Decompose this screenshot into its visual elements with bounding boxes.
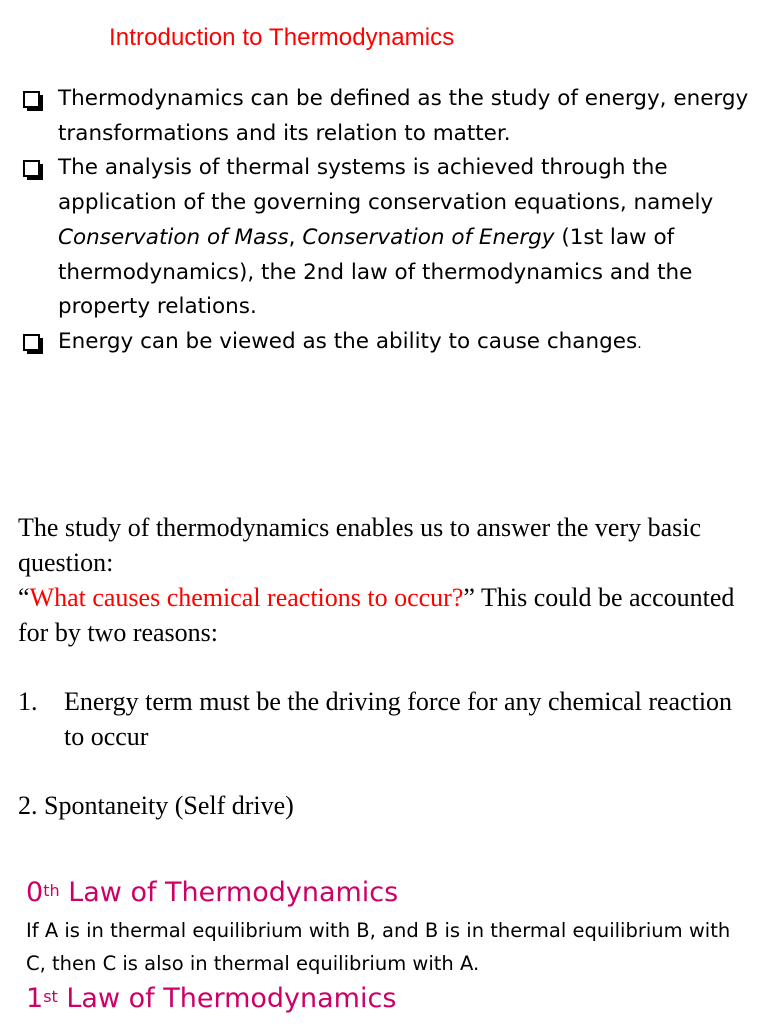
bullet-item xyxy=(20,82,760,151)
reason-number: 2. xyxy=(18,791,38,820)
paragraph-intro: The study of thermodynamics enables us to answer the very basic question: xyxy=(18,513,702,577)
open-quote: “ xyxy=(18,583,30,612)
bullet-italic-term: Conservation of Energy xyxy=(302,224,555,250)
law-heading xyxy=(26,876,398,910)
reason-text: Spontaneity (Self drive) xyxy=(44,791,294,820)
close-quote: ” xyxy=(463,583,475,612)
bullet-period: . xyxy=(637,335,642,352)
law-ordinal-superscript: st xyxy=(43,987,58,1006)
bullet-text: Thermodynamics can be defined as the study of energy, energy transformations and its relation to matter. xyxy=(58,86,749,146)
bullet-list xyxy=(20,82,760,362)
bullet-text: , xyxy=(288,224,303,250)
law-ordinal-superscript: th xyxy=(43,881,60,900)
checkbox-bullet-icon xyxy=(23,334,40,351)
law-description: If A is in thermal equilibrium with B, and B is in thermal equilibrium with C, then C is also in thermal equilibrium with A. xyxy=(26,919,731,975)
page-title: Introduction to Thermodynamics xyxy=(109,24,455,51)
reason-item xyxy=(18,788,294,823)
bullet-text: Energy can be viewed as the ability to cause changes xyxy=(58,328,638,354)
law-number: 1 xyxy=(26,983,44,1014)
bullet-italic-term: Conservation of Mass xyxy=(58,224,289,250)
paragraph-rest: This could be accounted for by two reasons: xyxy=(18,583,735,647)
question-paragraph xyxy=(18,510,738,650)
law-number: 0 xyxy=(26,877,44,908)
law-title: Law of Thermodynamics xyxy=(59,877,399,908)
reason-number: 1. xyxy=(18,687,38,716)
reason-item xyxy=(18,684,738,754)
bullet-item xyxy=(20,325,760,362)
bullet-item xyxy=(20,151,760,325)
checkbox-bullet-icon xyxy=(23,91,40,108)
checkbox-bullet-icon xyxy=(23,160,40,177)
law-title: Law of Thermodynamics xyxy=(57,983,397,1014)
bullet-text: The analysis of thermal systems is achieved through the application of the governing conservation equations, namely xyxy=(58,155,714,216)
highlighted-question: What causes chemical reactions to occur? xyxy=(29,583,464,612)
law-heading xyxy=(26,982,396,1016)
reason-text: Energy term must be the driving force for any chemical reaction to occur xyxy=(64,687,733,751)
bullet-text: (1st law of thermodynamics), the 2nd law of thermodynamics and the property relations. xyxy=(58,224,693,320)
